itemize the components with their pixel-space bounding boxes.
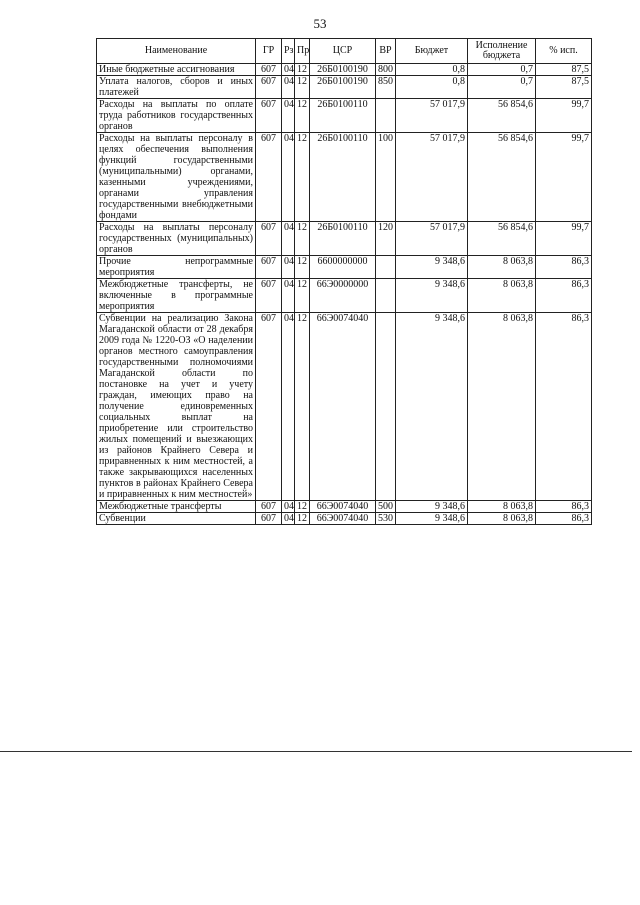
row-execution: 0,7 <box>468 64 536 76</box>
row-vr: 850 <box>376 76 396 99</box>
row-percent: 87,5 <box>536 64 592 76</box>
row-percent: 86,3 <box>536 313 592 501</box>
row-name: Расходы на выплаты персоналу государственных (муниципальных) органов <box>97 222 256 256</box>
row-percent: 86,3 <box>536 279 592 313</box>
row-percent: 86,3 <box>536 256 592 279</box>
row-execution: 56 854,6 <box>468 99 536 133</box>
row-gr: 607 <box>256 222 282 256</box>
row-name: Межбюджетные трансферты <box>97 501 256 513</box>
row-rz: 04 <box>282 64 295 76</box>
row-execution: 8 063,8 <box>468 501 536 513</box>
row-name: Иные бюджетные ассигнования <box>97 64 256 76</box>
row-vr: 120 <box>376 222 396 256</box>
row-rz: 04 <box>282 313 295 501</box>
row-gr: 607 <box>256 76 282 99</box>
row-csr: 26Б0100190 <box>310 64 376 76</box>
row-pr: 12 <box>295 513 310 525</box>
row-vr: 100 <box>376 133 396 222</box>
row-budget: 57 017,9 <box>396 222 468 256</box>
table-row <box>97 99 592 133</box>
row-execution: 8 063,8 <box>468 279 536 313</box>
row-gr: 607 <box>256 279 282 313</box>
table-row <box>97 76 592 99</box>
row-budget: 9 348,6 <box>396 279 468 313</box>
page-number: 53 <box>313 16 327 31</box>
header-csr: ЦСР <box>310 39 376 64</box>
row-rz: 04 <box>282 513 295 525</box>
row-gr: 607 <box>256 64 282 76</box>
row-name: Расходы на выплаты персоналу в целях обеспечения выполнения функций государственными (муниципальными) органами, казенными учреждениями, органами управления государственными внебюджетными фондами <box>97 133 256 222</box>
table-row <box>97 279 592 313</box>
row-vr: 800 <box>376 64 396 76</box>
row-pr: 12 <box>295 222 310 256</box>
header-execution: Исполнение бюджета <box>468 39 536 64</box>
row-name: Уплата налогов, сборов и иных платежей <box>97 76 256 99</box>
row-pr: 12 <box>295 256 310 279</box>
table-row <box>97 501 592 513</box>
row-pr: 12 <box>295 313 310 501</box>
row-budget: 0,8 <box>396 64 468 76</box>
row-execution: 56 854,6 <box>468 222 536 256</box>
row-csr: 66Э0074040 <box>310 501 376 513</box>
row-budget: 57 017,9 <box>396 99 468 133</box>
row-csr: 26Б0100110 <box>310 133 376 222</box>
row-budget: 57 017,9 <box>396 133 468 222</box>
table-row <box>97 513 592 525</box>
row-rz: 04 <box>282 279 295 313</box>
row-vr: 500 <box>376 501 396 513</box>
row-vr <box>376 313 396 501</box>
row-percent: 99,7 <box>536 133 592 222</box>
row-name: Субвенции на реализацию Закона Магаданской области от 28 декабря 2009 года № 1220-ОЗ «О наделении органов местного самоуправления государственными полномочиями Магаданской области по постановке на учет и учету граждан, имеющих право на получение единовременных социальных выплат на приобретение или строительство жилых помещений и выезжающих из районов Крайнего Севера и приравненных к ним местностей, а также закрывающихся населенных пунктов в районах Крайнего Севера и приравненных к ним местностей» <box>97 313 256 501</box>
row-pr: 12 <box>295 64 310 76</box>
row-pr: 12 <box>295 99 310 133</box>
row-gr: 607 <box>256 501 282 513</box>
row-name: Расходы на выплаты по оплате труда работников государственных органов <box>97 99 256 133</box>
header-vr: ВР <box>376 39 396 64</box>
row-csr: 26Б0100110 <box>310 222 376 256</box>
row-name: Прочие непрограммные мероприятия <box>97 256 256 279</box>
table-row <box>97 64 592 76</box>
table-row <box>97 133 592 222</box>
row-vr: 530 <box>376 513 396 525</box>
row-percent: 87,5 <box>536 76 592 99</box>
row-gr: 607 <box>256 256 282 279</box>
row-rz: 04 <box>282 76 295 99</box>
header-name: Наименование <box>97 39 256 64</box>
row-rz: 04 <box>282 256 295 279</box>
row-vr <box>376 99 396 133</box>
row-execution: 0,7 <box>468 76 536 99</box>
row-pr: 12 <box>295 133 310 222</box>
row-csr: 6600000000 <box>310 256 376 279</box>
row-budget: 9 348,6 <box>396 313 468 501</box>
row-gr: 607 <box>256 99 282 133</box>
page-bottom-divider <box>0 751 632 752</box>
row-percent: 99,7 <box>536 99 592 133</box>
row-rz: 04 <box>282 222 295 256</box>
row-percent: 86,3 <box>536 501 592 513</box>
row-budget: 9 348,6 <box>396 501 468 513</box>
row-csr: 66Э0074040 <box>310 513 376 525</box>
row-percent: 99,7 <box>536 222 592 256</box>
row-pr: 12 <box>295 76 310 99</box>
row-execution: 8 063,8 <box>468 513 536 525</box>
row-gr: 607 <box>256 513 282 525</box>
budget-table <box>96 38 592 525</box>
row-pr: 12 <box>295 501 310 513</box>
row-budget: 9 348,6 <box>396 513 468 525</box>
row-gr: 607 <box>256 133 282 222</box>
row-execution: 8 063,8 <box>468 256 536 279</box>
row-execution: 56 854,6 <box>468 133 536 222</box>
header-budget: Бюджет <box>396 39 468 64</box>
row-vr <box>376 256 396 279</box>
row-name: Субвенции <box>97 513 256 525</box>
header-pr: Пр <box>295 39 310 64</box>
table-row <box>97 313 592 501</box>
row-name: Межбюджетные трансферты, не включенные в программные мероприятия <box>97 279 256 313</box>
row-gr: 607 <box>256 313 282 501</box>
row-csr: 66Э0000000 <box>310 279 376 313</box>
header-row <box>97 39 592 64</box>
header-gr: ГР <box>256 39 282 64</box>
row-csr: 26Б0100190 <box>310 76 376 99</box>
row-execution: 8 063,8 <box>468 313 536 501</box>
row-csr: 26Б0100110 <box>310 99 376 133</box>
row-vr <box>376 279 396 313</box>
row-rz: 04 <box>282 133 295 222</box>
table-row <box>97 222 592 256</box>
row-pr: 12 <box>295 279 310 313</box>
table-row <box>97 256 592 279</box>
header-percent: % исп. <box>536 39 592 64</box>
row-budget: 9 348,6 <box>396 256 468 279</box>
row-budget: 0,8 <box>396 76 468 99</box>
header-rz: Рз <box>282 39 295 64</box>
row-percent: 86,3 <box>536 513 592 525</box>
row-csr: 66Э0074040 <box>310 313 376 501</box>
row-rz: 04 <box>282 501 295 513</box>
row-rz: 04 <box>282 99 295 133</box>
